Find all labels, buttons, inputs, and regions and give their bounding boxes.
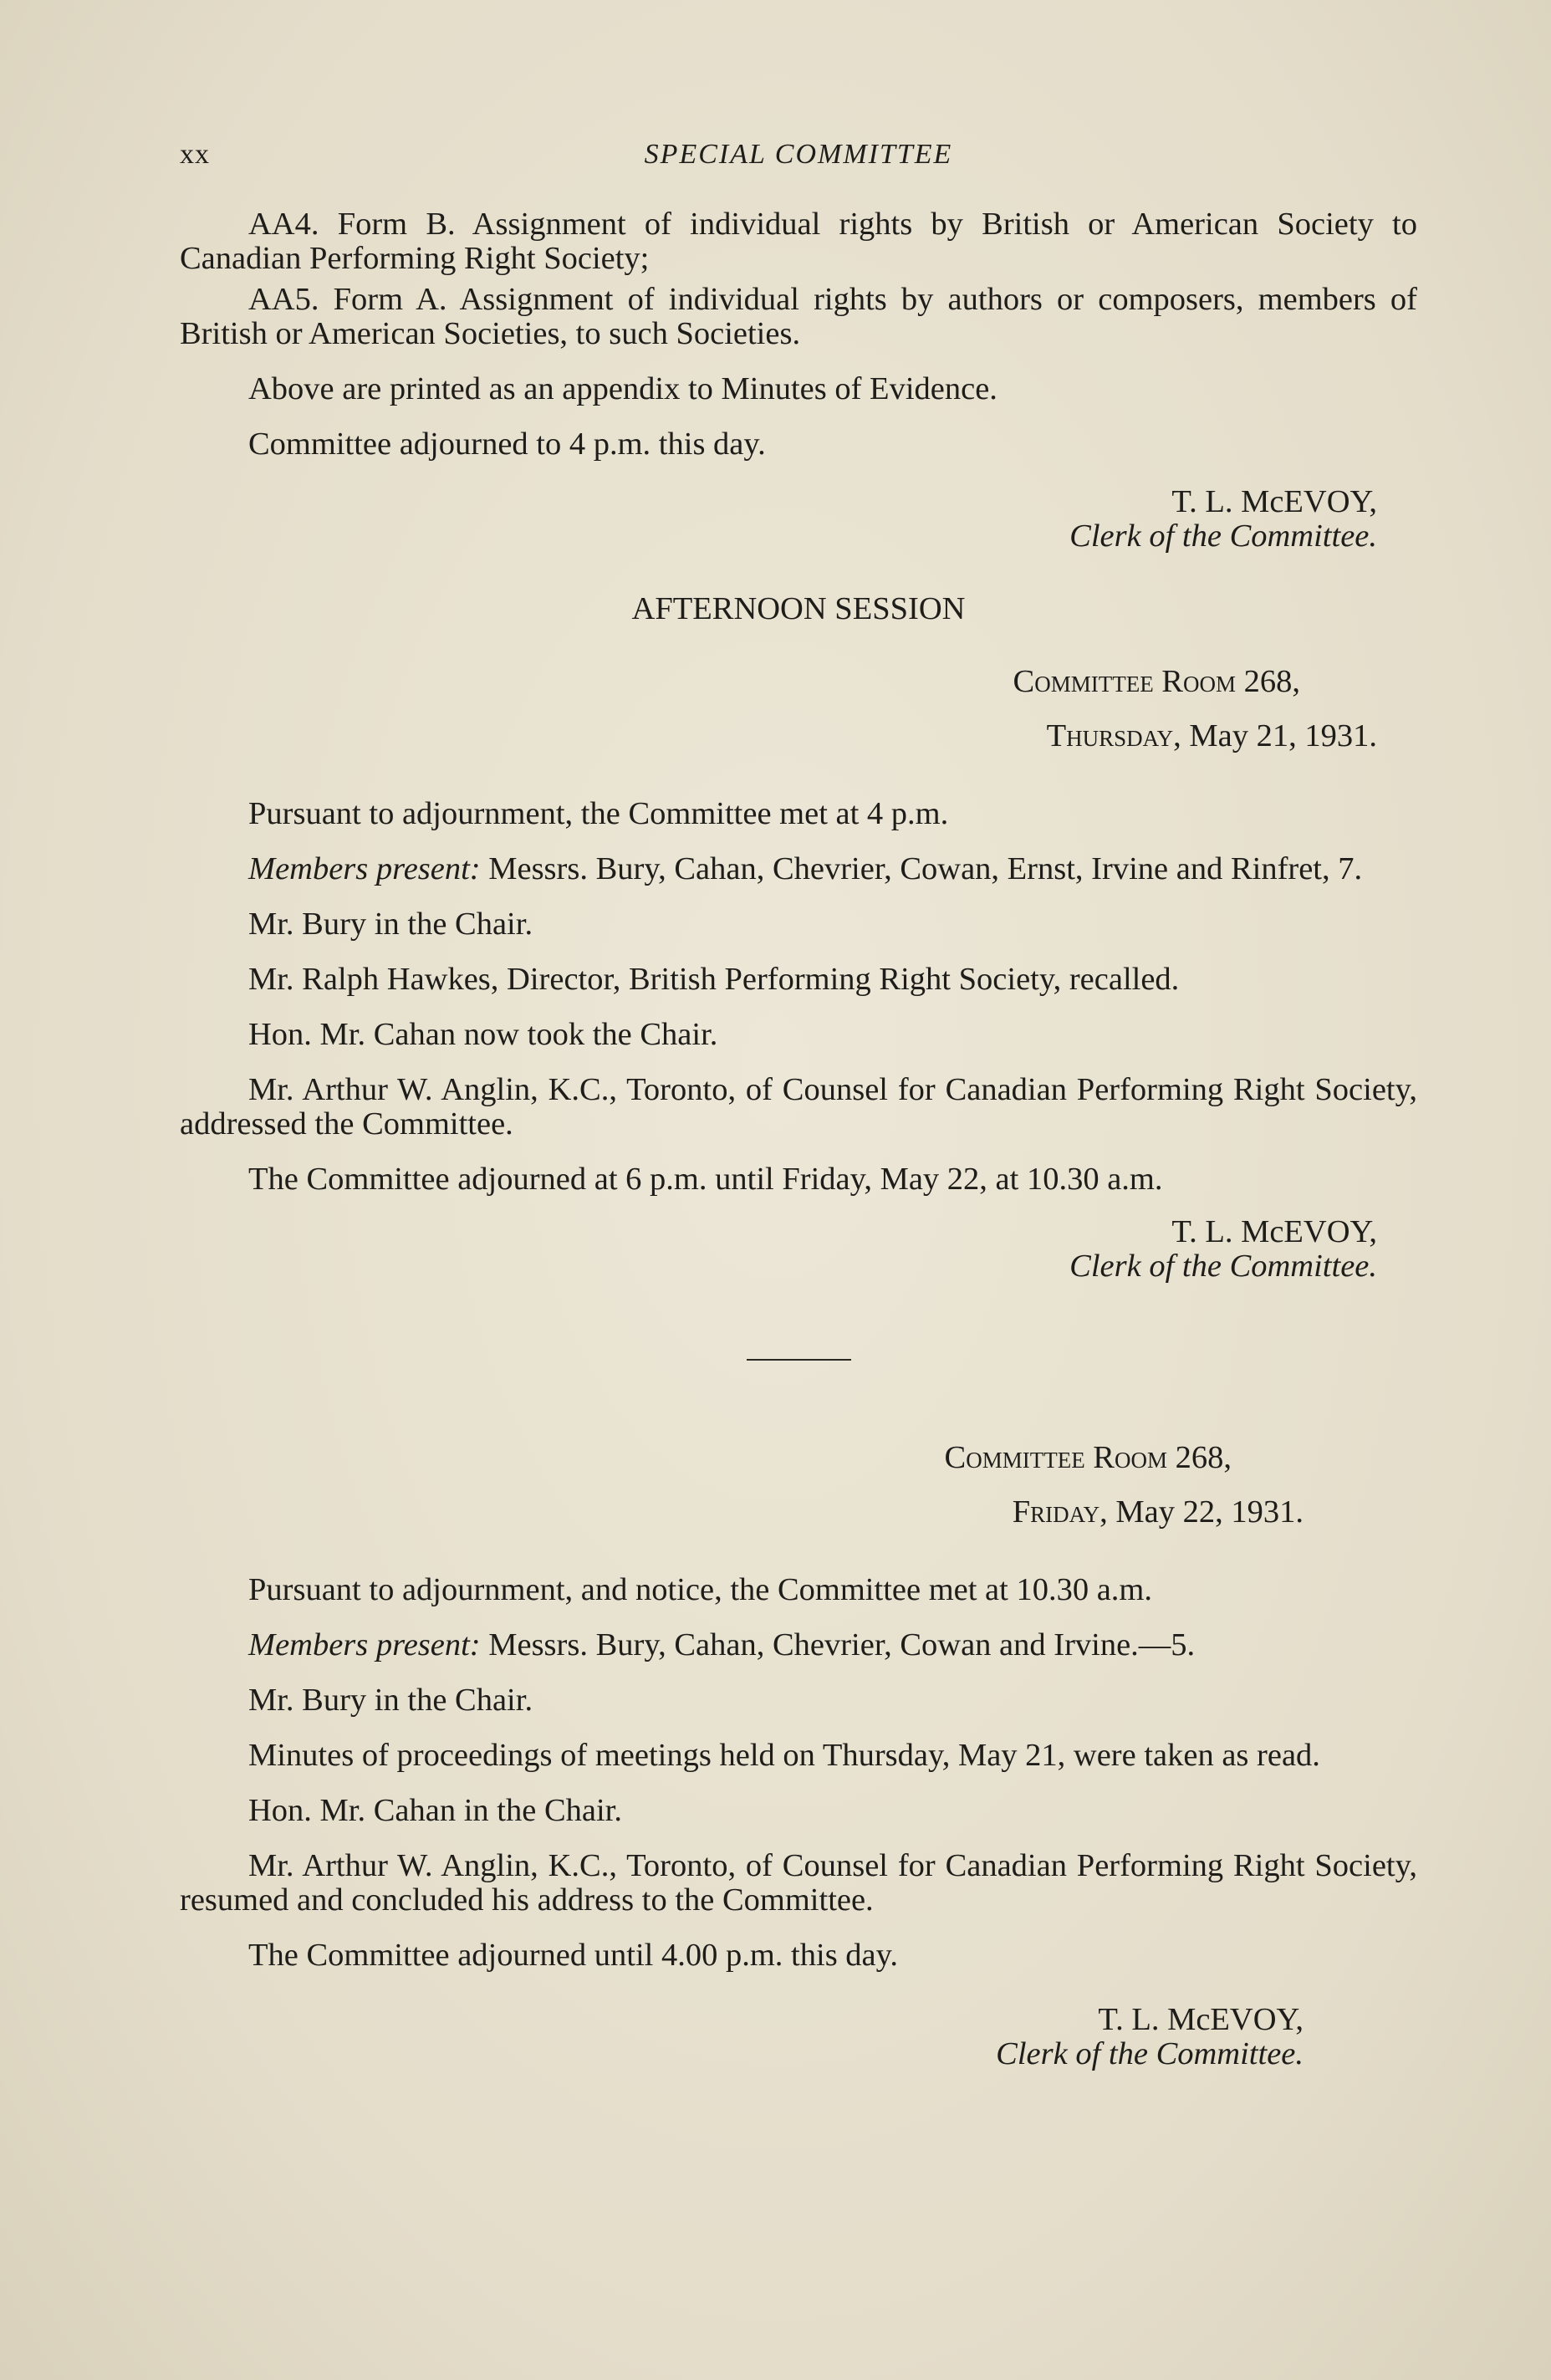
page-header: [180, 139, 1417, 181]
paragraph-chair: Mr. Bury in the Chair.: [248, 907, 533, 942]
date-rest: May 22, 1931.: [1107, 1494, 1304, 1530]
paragraph-aa4: AA4. Form B. Assignment of individual rights by British or American Society to Canadian Performing Right Society;: [180, 207, 1417, 276]
clerk-signature-name: T. L. McEVOY,: [1171, 1214, 1377, 1249]
paragraph-met: Pursuant to adjournment, the Committee met at 4 p.m.: [248, 796, 949, 831]
date-day: Thursday,: [1046, 718, 1181, 753]
session-date-line: [180, 719, 1417, 753]
members-list: Messrs. Bury, Cahan, Chevrier, Cowan and Irvine.—5.: [480, 1627, 1196, 1662]
date-rest: May 21, 1931.: [1181, 718, 1377, 753]
section-divider: [747, 1359, 851, 1361]
paragraph-met: Pursuant to adjournment, and notice, the Committee met at 10.30 a.m.: [248, 1572, 1152, 1607]
committee-room-line: Committee Room 268,: [1013, 664, 1300, 699]
page-number: xx: [180, 139, 210, 170]
date-day: Friday,: [1012, 1494, 1108, 1530]
clerk-signature-title: Clerk of the Committee.: [1069, 518, 1377, 554]
afternoon-session-heading: AFTERNOON SESSION: [631, 591, 966, 626]
paragraph-members-present: [180, 1628, 1417, 1662]
paragraph-adjourned: The Committee adjourned until 4.00 p.m. this day.: [248, 1938, 899, 1973]
paragraph-minutes-read: Minutes of proceedings of meetings held on Thursday, May 21, were taken as read.: [248, 1738, 1320, 1773]
paragraph-counsel-address: Mr. Arthur W. Anglin, K.C., Toronto, of Counsel for Canadian Performing Right Society, resumed and concluded his address to the Committee.: [180, 1848, 1417, 1918]
paragraph-adjourned: The Committee adjourned at 6 p.m. until Friday, May 22, at 10.30 a.m.: [248, 1162, 1163, 1197]
paragraph-members-present: [180, 852, 1417, 886]
session-date-line: [180, 1495, 1417, 1530]
running-title: SPECIAL COMMITTEE: [644, 139, 953, 170]
paragraph-chair-change: Hon. Mr. Cahan now took the Chair.: [248, 1017, 718, 1052]
paragraph-chair: Mr. Bury in the Chair.: [248, 1683, 533, 1718]
paragraph-chair-change: Hon. Mr. Cahan in the Chair.: [248, 1793, 622, 1828]
paragraph-counsel-address: Mr. Arthur W. Anglin, K.C., Toronto, of Counsel for Canadian Performing Right Society, addressed the Committee.: [180, 1072, 1417, 1141]
paragraph-adjourned: Committee adjourned to 4 p.m. this day.: [248, 426, 766, 462]
friday-session: [180, 1441, 1417, 2071]
paragraph-witness-recalled: Mr. Ralph Hawkes, Director, British Performing Right Society, recalled.: [248, 962, 1180, 997]
clerk-signature-title: Clerk of the Committee.: [996, 2036, 1304, 2071]
members-label: Members present:: [248, 851, 481, 886]
paragraph-aa5: AA5. Form A. Assignment of individual rights by authors or composers, members of British or American Societies, to such Societies.: [180, 282, 1417, 351]
clerk-signature-title: Clerk of the Committee.: [1069, 1249, 1377, 1284]
paragraph-appendix-note: Above are printed as an appendix to Minutes of Evidence.: [248, 371, 997, 406]
clerk-signature-name: T. L. McEVOY,: [1098, 2002, 1304, 2037]
committee-room-line: Committee Room 268,: [944, 1440, 1232, 1475]
members-list: Messrs. Bury, Cahan, Chevrier, Cowan, Ernst, Irvine and Rinfret, 7.: [480, 851, 1363, 886]
members-label: Members present:: [248, 1627, 481, 1662]
page-body: [180, 207, 1417, 2071]
clerk-signature-name: T. L. McEVOY,: [1171, 484, 1377, 519]
